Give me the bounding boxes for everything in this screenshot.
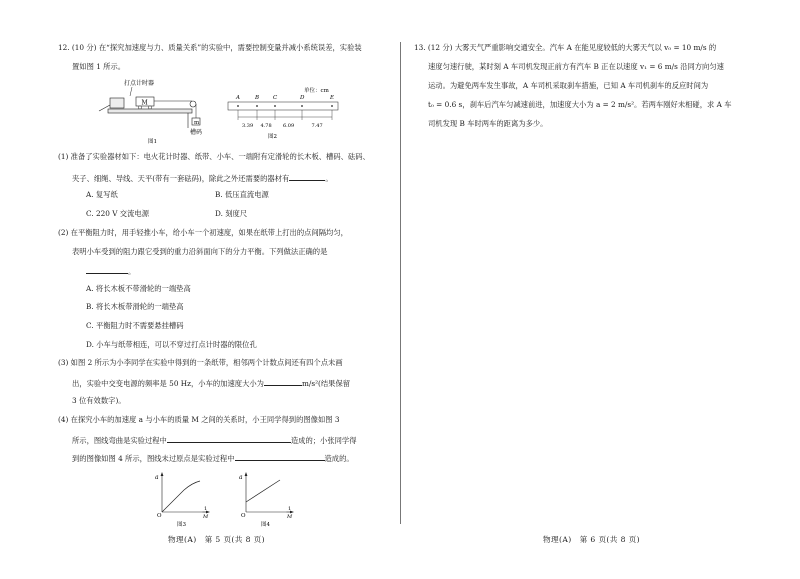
fig3-x-num: 1 (204, 506, 208, 512)
fig4-caption: 图4 (261, 522, 270, 528)
fig2-distance-label: 4.78 (260, 123, 272, 129)
figure-1-apparatus (96, 78, 216, 146)
fig4-x-num: 1 (288, 506, 292, 512)
q12-sub3-line2-end: (结果保留 (318, 379, 351, 388)
q13-line1: 13. (12 分) 大雾天气严重影响交通安全。汽车 A 在能见度较低的大雾天气以 v₀ = 10 m/s 的 (414, 43, 717, 52)
fig1-wheel (148, 106, 151, 109)
q12-sub4-line1: (4) 在探究小车的加速度 a 与小车的质量 M 之间的关系时，小王同学得到的图像如图 3 (58, 415, 340, 424)
fig1-timer-label: 打点计时器 (124, 80, 155, 87)
q12-stem-line2: 置如图 1 所示。 (72, 62, 126, 71)
fig1-timer-pointer (130, 87, 132, 96)
q12-sub1-option-d: D. 刻度尺 (215, 209, 248, 218)
answer-blank[interactable] (235, 453, 325, 461)
fig2-points (235, 95, 334, 129)
q12-sub2-line1: (2) 在平衡阻力时，用手轻推小车，给小车一个初速度，如果在纸带上打出的点间隔均匀， (58, 228, 348, 237)
fig1-caption: 图1 (148, 139, 157, 145)
q12-sub1-option-a: A. 复写纸 (86, 190, 118, 199)
fig2-caption: 图2 (268, 134, 277, 140)
q12-sub3-line1: (3) 如图 2 所示为小李同学在实验中得到的一条纸带，相邻两个计数点间还有四个点未画 (58, 358, 343, 367)
q13-line4: t₀ = 0.6 s，刹车后汽车匀减速前进，加速度大小为 a = 2 m/s²。若两车刚好未相碰，求 A 车 (428, 100, 732, 109)
fig3-x-den: M (203, 514, 209, 520)
fig2-distance-label: 7.47 (311, 123, 323, 129)
fig2-point-label: A (236, 95, 240, 101)
q13-line3: 运动。为避免两车发生事故，A 车司机采取刹车措施，已知 A 车司机刹车的反应时间为 (428, 81, 709, 90)
fig2-unit: 单位：cm (304, 88, 329, 94)
q12-sub2-line3 (86, 266, 135, 275)
fig4-y-arrow (245, 472, 248, 476)
fig3-y-label: a (155, 474, 159, 481)
figure-4-graph (236, 468, 300, 528)
fig3-curve (162, 481, 200, 512)
right-page-footer: 物理(A) 第 6 页(共 8 页) (543, 535, 641, 544)
fig2-point (274, 105, 276, 107)
q12-sub3-line2 (72, 378, 350, 387)
fig3-origin: O (157, 513, 162, 519)
fig1-weight-label: m (194, 120, 200, 126)
q12-sub4-line2-end: 造成的；小张同学得 (290, 436, 357, 445)
fig2-point-label: E (330, 95, 335, 101)
answer-blank[interactable] (167, 435, 291, 443)
figure-3-graph (152, 468, 216, 528)
left-page-footer: 物理(A) 第 5 页(共 8 页) (168, 535, 266, 544)
q12-sub1-line2 (72, 173, 333, 182)
q12-sub2-option-b: B. 将长木板带滑轮的一端垫高 (86, 302, 184, 311)
fig4-y-label: a (239, 474, 243, 481)
fig3-caption: 图3 (177, 522, 186, 528)
fig1-timer (110, 98, 124, 108)
fig2-point-label: C (273, 95, 278, 101)
fig3-y-arrow (161, 472, 164, 476)
fig2-point (301, 105, 303, 107)
q12-sub2-option-a: A. 将长木板不带滑轮的一端垫高 (86, 284, 191, 293)
q13-line5: 司机发现 B 车时两车的距离为多少。 (428, 119, 548, 128)
q12-sub2-option-c: C. 平衡阻力时不需要悬挂槽码 (86, 321, 184, 330)
fig2-point (331, 105, 333, 107)
q12-stem-line1: 12. (10 分) 在“探究加速度与力、质量关系”的实验中，需要控制变量并减小系统误差，实验装 (58, 43, 362, 52)
fig2-distance-label: 3.39 (242, 123, 254, 129)
fig2-point (256, 105, 258, 107)
q12-sub3-unit: m/s² (301, 379, 319, 388)
fig1-car-label: M (141, 99, 148, 107)
q12-sub3-line2-text: 出，实验中交变电源的频率是 50 Hz，小车的加速度大小为 (72, 379, 264, 388)
q12-sub1-option-b: B. 低压直流电源 (215, 190, 269, 199)
q13-line2: 速度匀速行驶，某时刻 A 车司机发现正前方有汽车 B 正在以速度 v₁ = 6 m/s 沿同方向匀速 (428, 62, 724, 71)
q12-sub3-line3: 3 位有效数字)。 (72, 396, 126, 405)
figure-2-tape (224, 86, 340, 144)
q12-sub4-line2-text: 所示，图线弯曲是实验过程中 (72, 436, 167, 445)
fig4-line (246, 480, 280, 502)
fig1-board (108, 109, 192, 113)
fig2-point-label: B (255, 95, 260, 101)
q12-sub4-line3 (72, 453, 354, 462)
answer-blank[interactable] (289, 173, 325, 181)
q12-sub2-line3-end: 。 (128, 267, 136, 276)
fig2-point-label: D (300, 95, 305, 101)
fig4-x-den: M (287, 514, 293, 520)
page-divider (400, 42, 401, 524)
q12-sub4-line2 (72, 435, 357, 444)
answer-blank[interactable] (86, 266, 128, 274)
fig2-tape (228, 102, 338, 110)
fig1-wheel (138, 106, 141, 109)
q12-sub4-line3-end: 造成的。 (324, 454, 354, 463)
q12-sub1-option-c: C. 220 V 交流电源 (86, 209, 149, 218)
q12-sub2-line2: 表明小车受到的阻力跟它受到的重力沿斜面向下的分力平衡。下列做法正确的是 (72, 247, 328, 256)
fig1-bucket-label: 槽码 (190, 129, 203, 136)
q12-sub1-line1: (1) 准备了实验器材如下：电火花计时器、纸带、小车、一端附有定滑轮的长木板、槽码、砝码、 (58, 152, 370, 161)
q12-sub1-line2-end: 。 (325, 174, 333, 183)
fig2-distance-label: 6.09 (283, 123, 295, 129)
fig4-origin: O (241, 513, 246, 519)
q12-sub4-line3-text: 到的图像如图 4 所示，图线未过原点是实验过程中 (72, 454, 235, 463)
q12-sub2-option-d: D. 小车与纸带相连，可以不穿过打点计时器的限位孔 (86, 340, 257, 349)
fig2-point (237, 105, 239, 107)
answer-blank[interactable] (264, 378, 302, 386)
q12-sub1-line2-text: 夹子、细绳、导线、天平(带有一套砝码)，除此之外还需要的器材有 (72, 174, 290, 183)
fig1-pulley (190, 101, 196, 107)
